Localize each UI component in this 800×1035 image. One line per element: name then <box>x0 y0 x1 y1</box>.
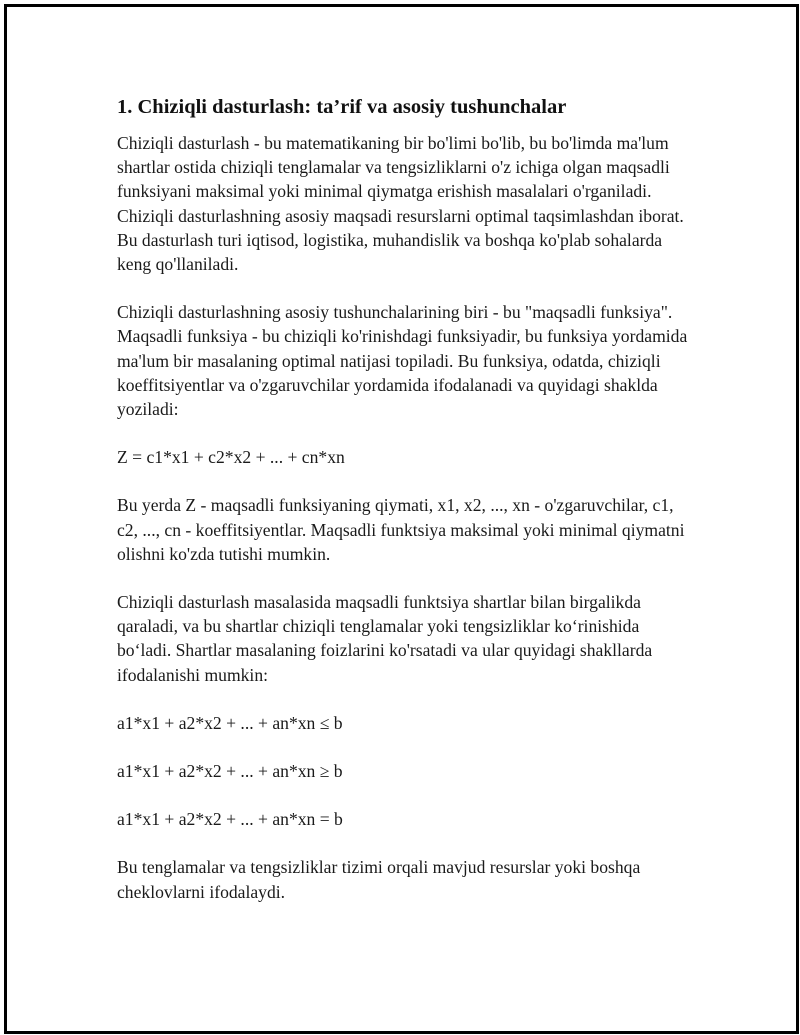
formula-objective: Z = c1*x1 + c2*x2 + ... + cn*xn <box>117 447 345 468</box>
formula-constraint-eq: a1*x1 + a2*x2 + ... + an*xn = b <box>117 809 343 830</box>
paragraph-variables: Bu yerda Z - maqsadli funksiyaning qiymati, x1, x2, ..., xn - o'zgaruvchilar, c1, c2, ..., cn - koeffitsiyentlar. Maqsadli funktsiya maksimal yoki minimal qiymatni olishni ko'zda tutishi mumkin. <box>117 495 685 564</box>
paragraph-constraints: Chiziqli dasturlash masalasida maqsadli funktsiya shartlar bilan birgalikda qaraladi, va bu shartlar chiziqli tenglamalar yoki tengsizliklar ko‘rinishida bo‘ladi. Shartlar masalaning foizlarini ko'rsatadi va ular quyidagi shakllarda ifodalanishi mumkin: <box>117 592 653 685</box>
document-body <box>117 94 697 928</box>
paragraph-conclusion: Bu tenglamalar va tengsizliklar tizimi orqali mavjud resurslar yoki boshqa cheklovlarni ifodalaydi. <box>117 857 641 902</box>
section-title: 1. Chiziqli dasturlash: ta’rif va asosiy tushunchalar <box>117 96 567 118</box>
formula-constraint-ge: a1*x1 + a2*x2 + ... + an*xn ≥ b <box>117 761 343 782</box>
paragraph-definition: Chiziqli dasturlash - bu matematikaning bir bo'limi bo'lib, bu bo'limda ma'lum shartlar ostida chiziqli tenglamalar va tengsizliklarni o'z ichiga olgan maqsadli funksiyani maksimal yoki minimal qiymatga erishish masalalari o'rganiladi. Chiziqli dasturlashning asosiy maqsadi resurslarni optimal taqsimlashdan iborat. Bu dasturlash turi iqtisod, logistika, muhandislik va boshqa ko'plab sohalarda keng qo'llaniladi. <box>117 133 684 275</box>
formula-constraint-le: a1*x1 + a2*x2 + ... + an*xn ≤ b <box>117 712 343 733</box>
paragraph-objective-function: Chiziqli dasturlashning asosiy tushunchalarining biri - bu "maqsadli funksiya". Maqsadli funksiya - bu chiziqli ko'rinishdagi funksiyadir, bu funksiya yordamida ma'lum bir masalaning optimal natijasi topiladi. Bu funksiya, odatda, chiziqli koeffitsiyentlar va o'zgaruvchilar yordamida ifodalanadi va quyidagi shaklda yoziladi: <box>117 302 688 420</box>
